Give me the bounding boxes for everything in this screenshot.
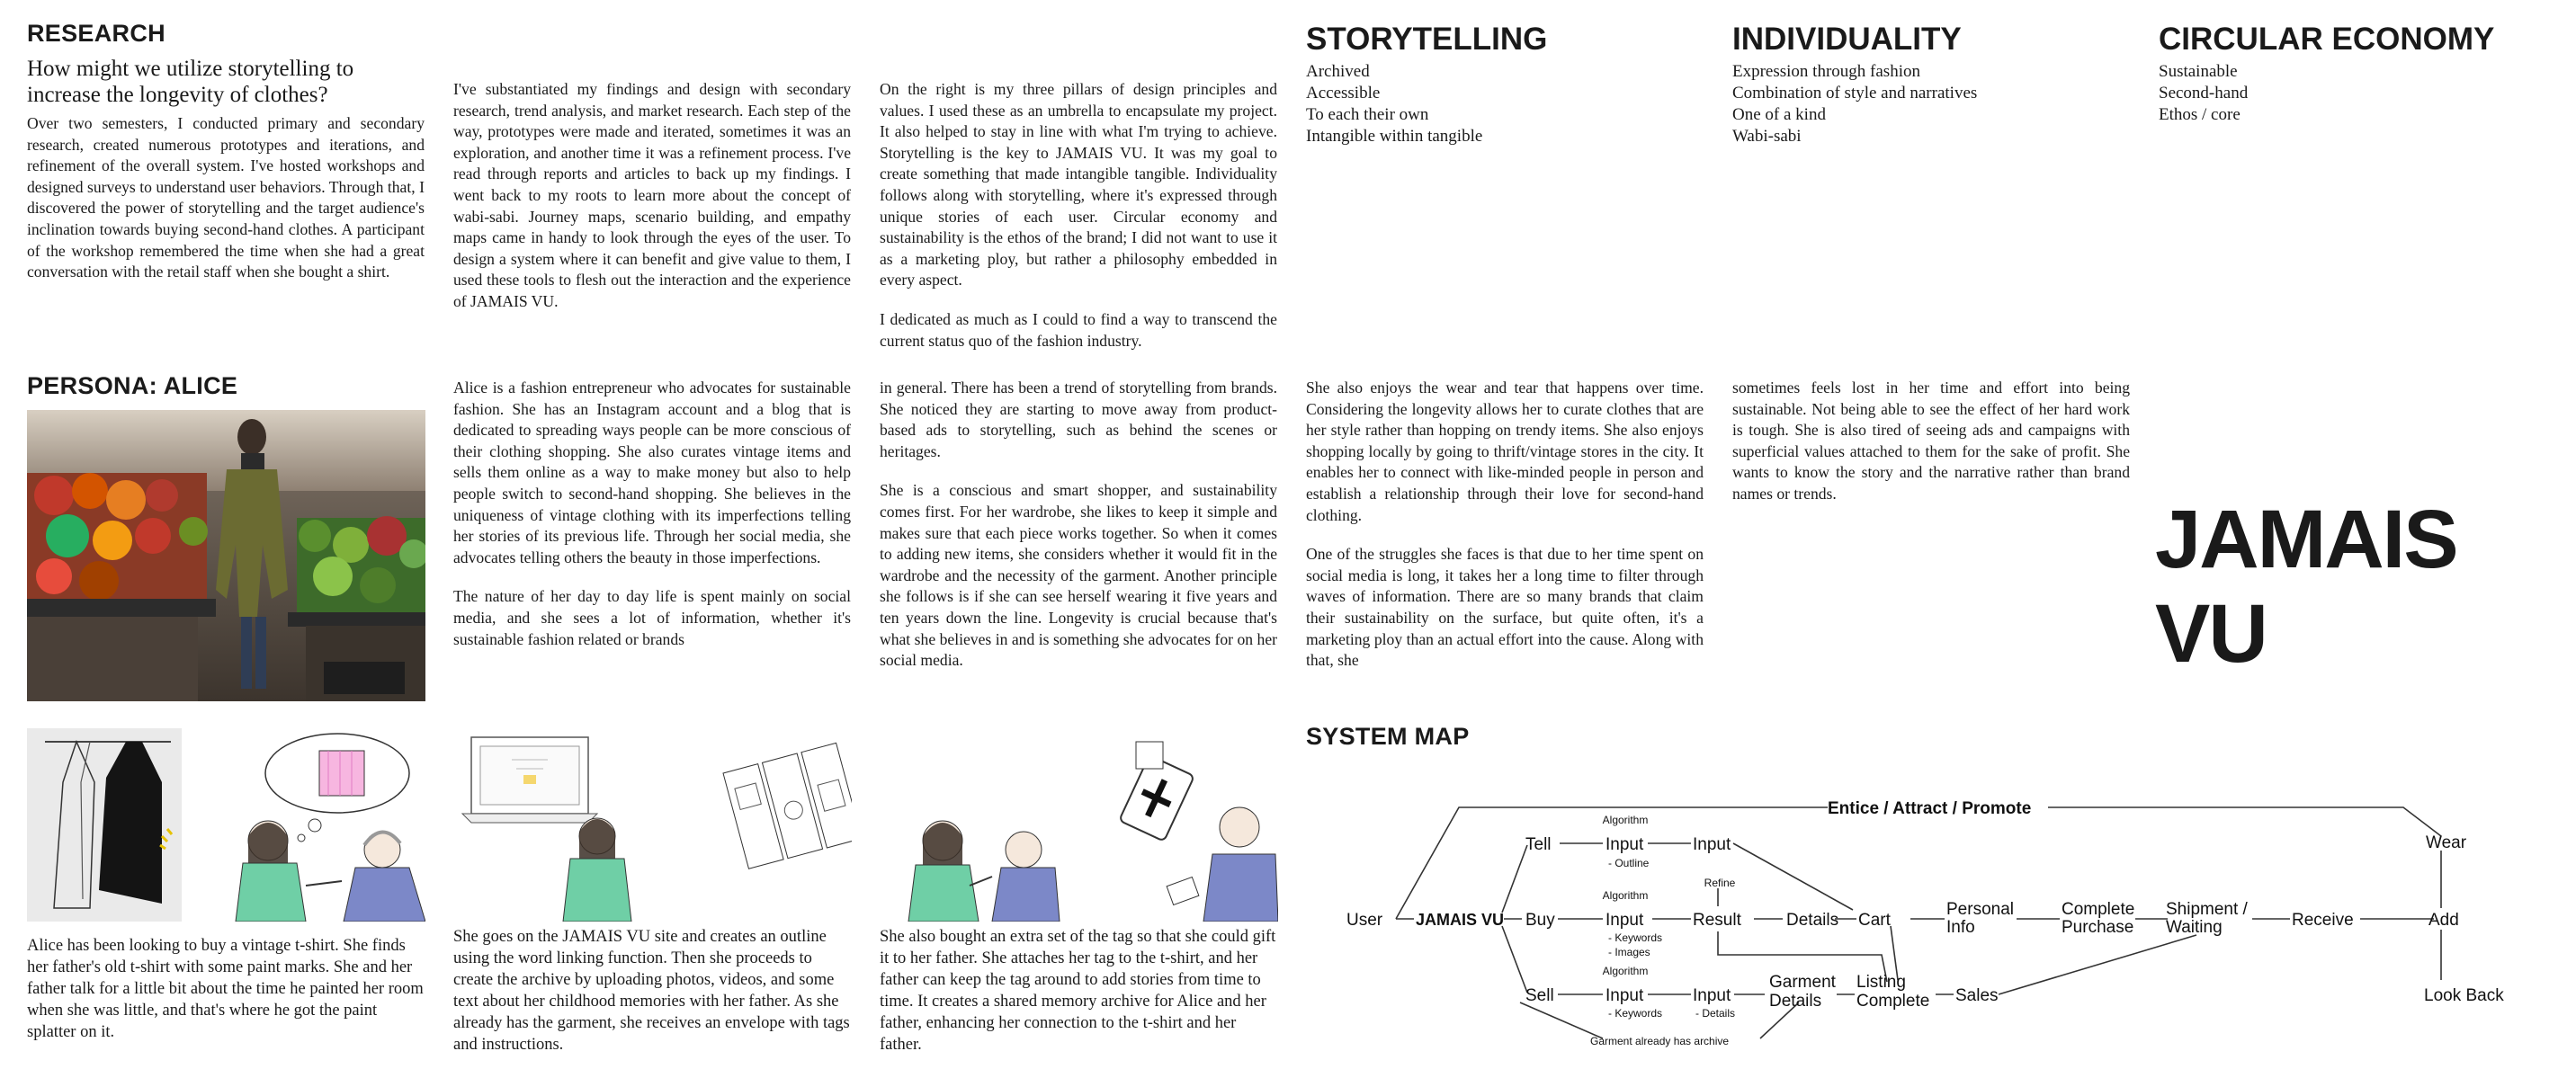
research-paragraph-4: I dedicated as much as I could to find a way to transcend the current status quo of the fashion industry. [880, 309, 1277, 350]
storyboard-panel-3 [880, 728, 1278, 922]
map-connector [1502, 926, 1527, 993]
persona-column-2 [880, 378, 1277, 672]
map-node-receive: Receive [2292, 911, 2354, 930]
pillar-item: Ethos / core [2159, 105, 2241, 124]
pillar-list [2159, 61, 2494, 126]
brand-logo: JAMAIS VU [2155, 494, 2457, 680]
map-node-garment-2: Details [1769, 992, 1822, 1011]
map-label-algorithm: Algorithm [1602, 889, 1649, 902]
research-question: How might we utilize storytelling to increase the longevity of clothes? [27, 57, 354, 107]
map-node-details: Details [1786, 911, 1839, 930]
storyboard-illustration [27, 728, 425, 922]
storyboard-panel-1 [27, 728, 425, 922]
map-label-entice: Entice / Attract / Promote [1828, 799, 2032, 818]
pillar-item: Expression through fashion [1732, 62, 1920, 81]
pillar-title: INDIVIDUALITY [1732, 22, 1962, 57]
research-paragraph-1: Over two semesters, I conducted primary and secondary research, created numerous prototypes and iterations, and refinement of the overall system. I've hosted workshops and designed surveys to understand user behaviors. Through that, I discovered the power of storytelling and the target audience's inclination towards buying second-hand clothes. A participant of the workshop remembered the time when she had a great conversation with the retail staff when she bought a shirt. [27, 114, 425, 281]
research-paragraph-2: I've substantiated my findings and design with secondary research, trend analysis, and market research. Each step of the way, prototypes were made and iterated, sometimes it was an exploration, and another time it was a refinement process. I've read through reports and articles to back up my findings. I went back to my roots to learn more about the concept of wabi-sabi. Journey maps, scenario building, and empathy maps came in handy to look through the eyes of the user. To design a system where it can benefit and give value to them, I used these tools to flesh out the interaction and the experience of JAMAIS VU. [453, 80, 851, 310]
map-node-listing-1: Listing [1856, 973, 1906, 992]
storyboard-caption-1: Alice has been looking to buy a vintage t-shirt. She finds her father's old t-shirt with some paint marks. She and her father talk for a little bit about the time he painted her room when she was little, and that's where he got the paint splatter on it. [27, 937, 424, 1041]
pillar-circular-economy [2159, 22, 2494, 126]
pillar-individuality [1732, 22, 1977, 147]
map-connector [1520, 1002, 1603, 1038]
map-node-look-back: Look Back [2424, 986, 2504, 1005]
persona-paragraph: sometimes feels lost in her time and effort into being sustainable. Not being able to see the effect of her hard work is tough. She is also tired of seeing ads and campaigns with superficial values attached to them for the sake of profit. She wants to know the story and the narrative rather than brand names or trends. [1732, 379, 2130, 503]
map-connector [1733, 843, 1853, 910]
pillar-item: Wabi-sabi [1732, 127, 1802, 146]
map-node-complete-2: Purchase [2062, 918, 2134, 937]
pillar-list [1732, 61, 1977, 147]
map-node-input: Input [1693, 835, 1731, 854]
pillar-title: STORYTELLING [1306, 22, 1548, 57]
persona-column-4 [1732, 378, 2130, 505]
storyboard-caption-3: She also bought an extra set of the tag so that she could gift it to her father. She attaches her tag to the t-shirt, and her father can keep the tag around to add stories from time to time. It creates a shared memory archive for Alice and her father, enhancing her connection to the t-shirt and her father. [880, 928, 1276, 1054]
map-sub-images: - Images [1608, 946, 1650, 958]
map-sub-details: - Details [1695, 1007, 1736, 1020]
map-node-user: User [1346, 911, 1383, 930]
map-sub-keywords: - Keywords [1608, 1007, 1663, 1020]
map-node-personal-1: Personal [1946, 900, 2014, 919]
persona-photo [27, 410, 425, 701]
persona-paragraph: One of the struggles she faces is that due to her time spent on social media is long, it takes her a long time to filter through waves of information. There are so many brands that claim their sustainability on the surface, but quite often, it's a marketing ploy than an actual effort into the cause. Along with that, she [1306, 545, 1704, 670]
research-heading: RESEARCH [27, 20, 165, 47]
map-node-input: Input [1606, 986, 1644, 1005]
pillar-item: Archived [1306, 62, 1370, 81]
map-connector [1999, 935, 2196, 994]
map-node-garment-1: Garment [1769, 973, 1836, 992]
map-node-result: Result [1693, 911, 1741, 930]
pillar-item: One of a kind [1732, 105, 1826, 124]
storyboard-panel-2 [453, 728, 852, 922]
map-node-tell: Tell [1525, 835, 1552, 854]
map-node-input: Input [1606, 835, 1644, 854]
persona-paragraph: The nature of her day to day life is spent mainly on social media, and she sees a lot of information, whether it's sustainable fashion related or brands [453, 587, 851, 648]
map-node-input: Input [1606, 911, 1644, 930]
system-map-heading: SYSTEM MAP [1306, 723, 1470, 750]
map-label-algorithm: Algorithm [1602, 814, 1649, 826]
persona-paragraph: Alice is a fashion entrepreneur who advocates for sustainable fashion. She has an Instagram account and a blog that is dedicated to spreading ways people can be more conscious of their clothing shopping. She also curates vintage items and sells them online as a way to make money but also to help people switch to second-hand shopping. She believes in the uniqueness of vintage clothing with its imperfections telling her stories of its previous life. Through her social media, she advocates telling others the beauty in those imperfections. [453, 379, 851, 566]
persona-heading: PERSONA: ALICE [27, 372, 238, 399]
pillar-item: Combination of style and narratives [1732, 84, 1978, 102]
map-node-buy: Buy [1525, 911, 1555, 930]
research-column-3 [880, 79, 1277, 352]
storyboard-caption-2: She goes on the JAMAIS VU site and creates an outline using the word linking function. Then she proceeds to create the archive by uploading photos, videos, and some text about her childhood memories with her father. As she already has the garment, she receives an envelope with tags and instructions. [453, 928, 850, 1054]
map-node-shipment-2: Waiting [2166, 918, 2223, 937]
pillar-item: Sustainable [2159, 62, 2238, 81]
map-node-sales: Sales [1955, 986, 1999, 1005]
persona-paragraph: in general. There has been a trend of storytelling from brands. She noticed they are starting to move away from product-based ads to storytelling, such as behind the scenes or heritages. [880, 379, 1277, 460]
pillar-item: Second-hand [2159, 84, 2249, 102]
storyboard-illustration [880, 728, 1278, 922]
map-label-algorithm: Algorithm [1602, 965, 1649, 977]
map-node-shipment-1: Shipment / [2166, 900, 2248, 919]
map-label-archive-note: Garment already has archive [1590, 1035, 1730, 1047]
pillar-list [1306, 61, 1547, 147]
storyboard-illustration [453, 728, 852, 922]
map-node-complete-1: Complete [2062, 900, 2135, 919]
research-paragraph-3: On the right is my three pillars of design principles and values. I used these as an umbrella to encapsulate my project. It also helped to stay in line with what I'm trying to achieve. Storytelling is the key to JAMAIS VU. It was my goal to create something that made intangible tangible. Individuality follows along with storytelling, where it's expressed through unique stories of each user. Circular economy and sustainability is the ethos of the brand; I did not want to use it as a marketing ploy, but rather a philosophy embedded in every aspect. [880, 80, 1277, 290]
system-map-diagram [1306, 773, 2565, 1061]
map-node-input: Input [1693, 986, 1731, 1005]
persona-column-1 [453, 378, 851, 650]
map-node-listing-2: Complete [1856, 992, 1930, 1011]
persona-paragraph: She also enjoys the wear and tear that happens over time. Considering the longevity allows her to curate clothes that are her style rather than hopping on trendy items. She also enjoys shopping locally by going to thrift/vintage stores in the city. It enables her to connect with like-minded people in person and establish a relationship through their love for second-hand clothing. [1306, 379, 1704, 524]
map-node-cart: Cart [1858, 911, 1891, 930]
pillar-item: To each their own [1306, 105, 1429, 124]
persona-column-3 [1306, 378, 1704, 672]
map-node-brand: JAMAIS VU [1416, 911, 1505, 929]
pillar-title: CIRCULAR ECONOMY [2159, 22, 2495, 57]
pillar-item: Intangible within tangible [1306, 127, 1483, 146]
map-connector [1502, 845, 1527, 913]
map-sub-keywords: - Keywords [1608, 931, 1663, 944]
map-connector [1891, 926, 1898, 980]
map-node-sell: Sell [1525, 986, 1554, 1005]
pillar-item: Accessible [1306, 84, 1381, 102]
map-connector [2048, 807, 2441, 836]
grocery-store-photo [27, 410, 425, 701]
map-node-wear: Wear [2426, 833, 2467, 852]
map-node-add: Add [2428, 911, 2459, 930]
map-node-personal-2: Info [1946, 918, 1975, 937]
map-sub-outline: - Outline [1608, 857, 1650, 869]
pillar-storytelling [1306, 22, 1547, 147]
map-label-refine: Refine [1704, 877, 1736, 889]
persona-paragraph: She is a conscious and smart shopper, and sustainability comes first. For her wardrobe, she likes to keep it simple and makes sure that each piece works together. So when it comes to adding new items, she considers whether it would fit in the wardrobe and the necessity of the garment. Another principle she follows is if she can see herself wearing it five years and ten years down the line. Longevity is crucial because that's what she believes in and is something she advocates for on her social media. [880, 481, 1277, 670]
